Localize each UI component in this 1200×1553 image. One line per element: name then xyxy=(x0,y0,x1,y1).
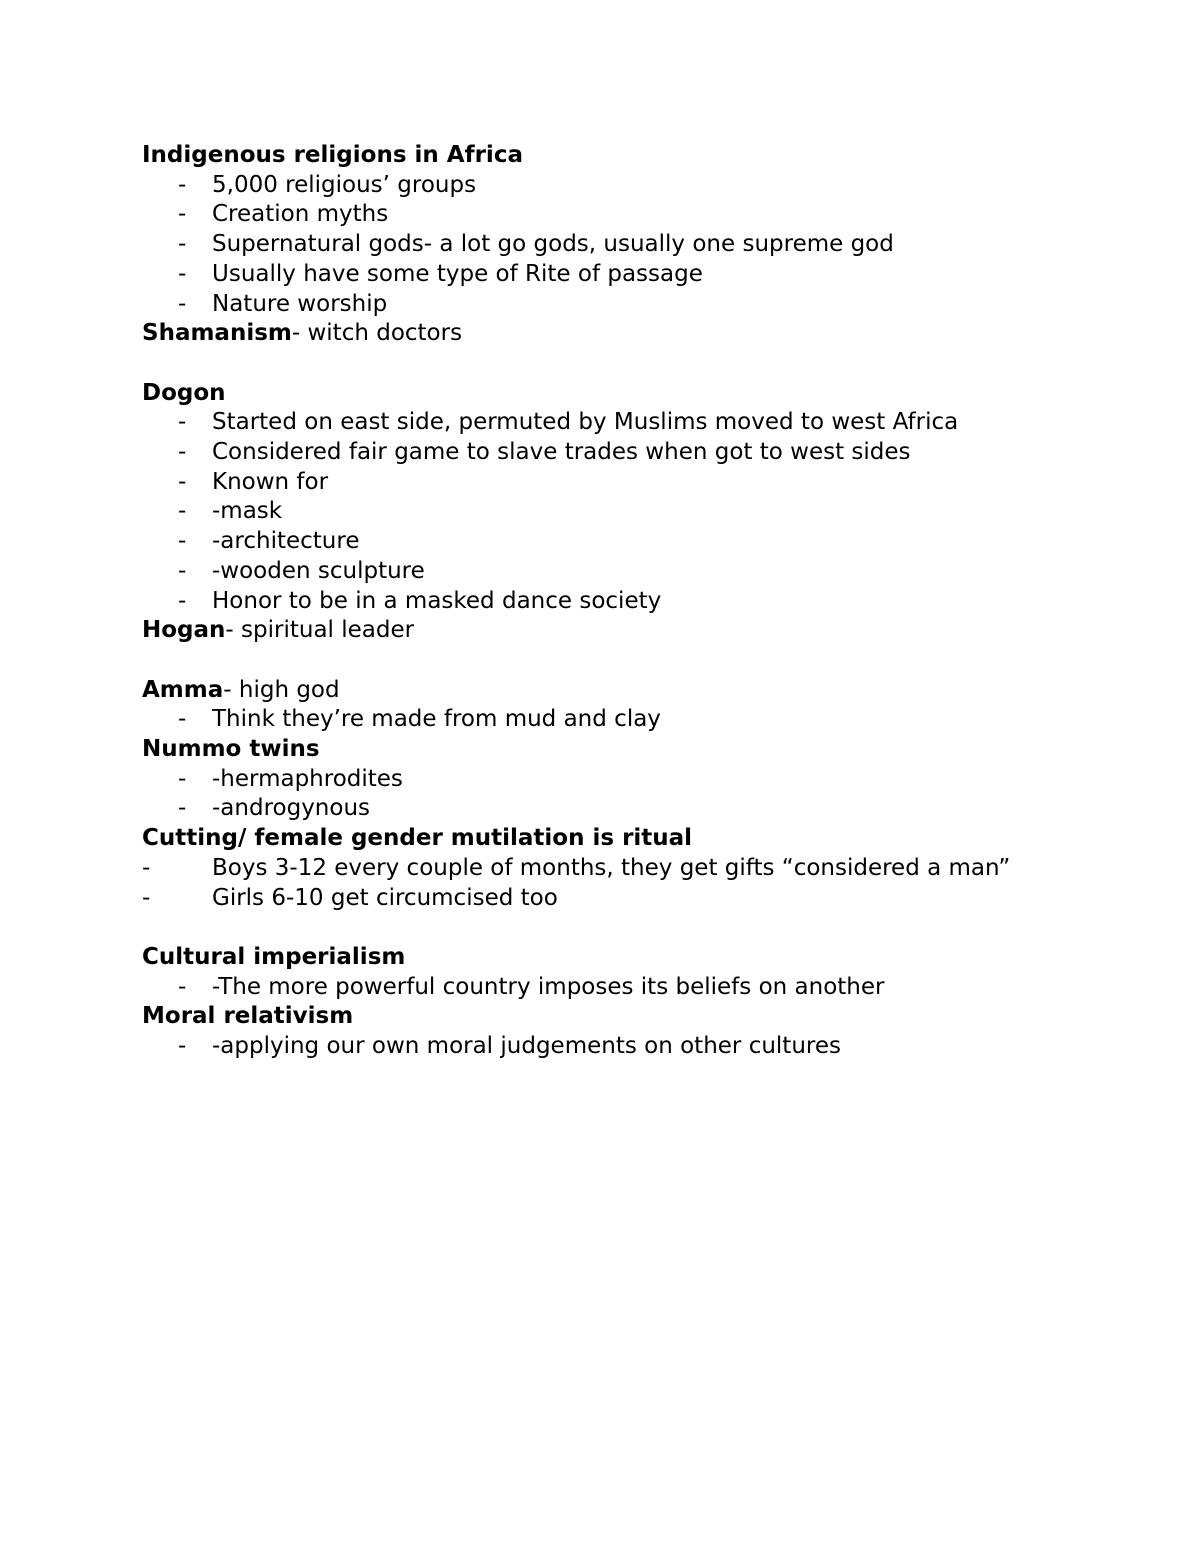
list-item-text: Supernatural gods- a lot go gods, usually one supreme god xyxy=(212,231,894,258)
list-item xyxy=(142,794,1102,824)
bullet-dash: - xyxy=(178,498,187,525)
bullet-dash: - xyxy=(178,231,187,258)
bullet-dash: - xyxy=(178,171,187,198)
list-item-text: Boys 3-12 every couple of months, they get gifts “considered a man” xyxy=(212,854,1011,881)
term-label: Hogan xyxy=(142,617,226,644)
section-heading-nummo-twins: Nummo twins xyxy=(142,736,320,763)
bullet-dash: - xyxy=(178,557,187,584)
list-item-text: Creation myths xyxy=(212,201,389,228)
section-heading-dogon: Dogon xyxy=(142,379,226,406)
list-item xyxy=(142,171,1102,201)
list-item-text: -wooden sculpture xyxy=(212,557,425,584)
list-item xyxy=(142,587,1102,617)
list-item-text: Honor to be in a masked dance society xyxy=(212,587,662,614)
section-heading-moral-relativism: Moral relativism xyxy=(142,1003,354,1030)
bullet-dash: - xyxy=(178,706,187,733)
term-definition: - witch doctors xyxy=(291,320,463,347)
list-item xyxy=(142,705,1102,735)
bullet-dash: - xyxy=(178,260,187,287)
list-item xyxy=(142,230,1102,260)
list-item xyxy=(142,260,1102,290)
list-item-text: Girls 6-10 get circumcised too xyxy=(212,884,558,911)
list-item xyxy=(142,884,1102,914)
list-item-text: -architecture xyxy=(212,528,360,555)
list-item-text: -hermaphrodites xyxy=(212,765,403,792)
list-item-text: -applying our own moral judgements on other cultures xyxy=(212,1033,841,1060)
list-item-text: Nature worship xyxy=(212,290,388,317)
term-definition-shamanism xyxy=(142,319,1102,349)
section-heading-cutting: Cutting/ female gender mutilation is ritual xyxy=(142,825,693,852)
bullet-dash: - xyxy=(178,409,187,436)
bullet-dash: - xyxy=(178,765,187,792)
term-label: Shamanism xyxy=(142,320,292,347)
blank-line xyxy=(142,913,1102,943)
list-item xyxy=(142,200,1102,230)
blank-line xyxy=(142,349,1102,379)
list-item-text: -androgynous xyxy=(212,795,371,822)
list-item xyxy=(142,1032,1102,1062)
term-definition-hogan xyxy=(142,616,1102,646)
bullet-dash: - xyxy=(178,795,187,822)
bullet-dash: - xyxy=(142,854,151,881)
bullet-dash: - xyxy=(178,468,187,495)
list-item xyxy=(142,854,1102,884)
list-item-text: Usually have some type of Rite of passage xyxy=(212,260,703,287)
list-item-text: Considered fair game to slave trades when got to west sides xyxy=(212,439,911,466)
term-label: Amma xyxy=(142,676,224,703)
list-item xyxy=(142,497,1102,527)
bullet-dash: - xyxy=(178,439,187,466)
list-item xyxy=(142,438,1102,468)
document-body xyxy=(142,141,1102,1062)
section-heading-indigenous-religions: Indigenous religions in Africa xyxy=(142,142,523,168)
list-item xyxy=(142,408,1102,438)
list-item-text: Think they’re made from mud and clay xyxy=(212,706,661,733)
list-item xyxy=(142,557,1102,587)
list-item xyxy=(142,765,1102,795)
bullet-dash: - xyxy=(178,1033,187,1060)
blank-line xyxy=(142,646,1102,676)
section-heading-cultural-imperialism: Cultural imperialism xyxy=(142,943,406,970)
list-item xyxy=(142,290,1102,320)
list-item-text: 5,000 religious’ groups xyxy=(212,171,477,198)
bullet-dash: - xyxy=(178,587,187,614)
list-item xyxy=(142,973,1102,1003)
term-definition: - high god xyxy=(223,676,340,703)
term-definition-amma xyxy=(142,676,1102,706)
bullet-dash: - xyxy=(142,884,151,911)
list-item-text: -The more powerful country imposes its beliefs on another xyxy=(212,973,885,1000)
term-definition: - spiritual leader xyxy=(225,617,415,644)
bullet-dash: - xyxy=(178,290,187,317)
list-item-text: Started on east side, permuted by Muslims moved to west Africa xyxy=(212,409,959,436)
bullet-dash: - xyxy=(178,973,187,1000)
list-item-text: Known for xyxy=(212,468,329,495)
list-item xyxy=(142,468,1102,498)
bullet-dash: - xyxy=(178,201,187,228)
list-item xyxy=(142,527,1102,557)
list-item-text: -mask xyxy=(212,498,283,525)
bullet-dash: - xyxy=(178,528,187,555)
